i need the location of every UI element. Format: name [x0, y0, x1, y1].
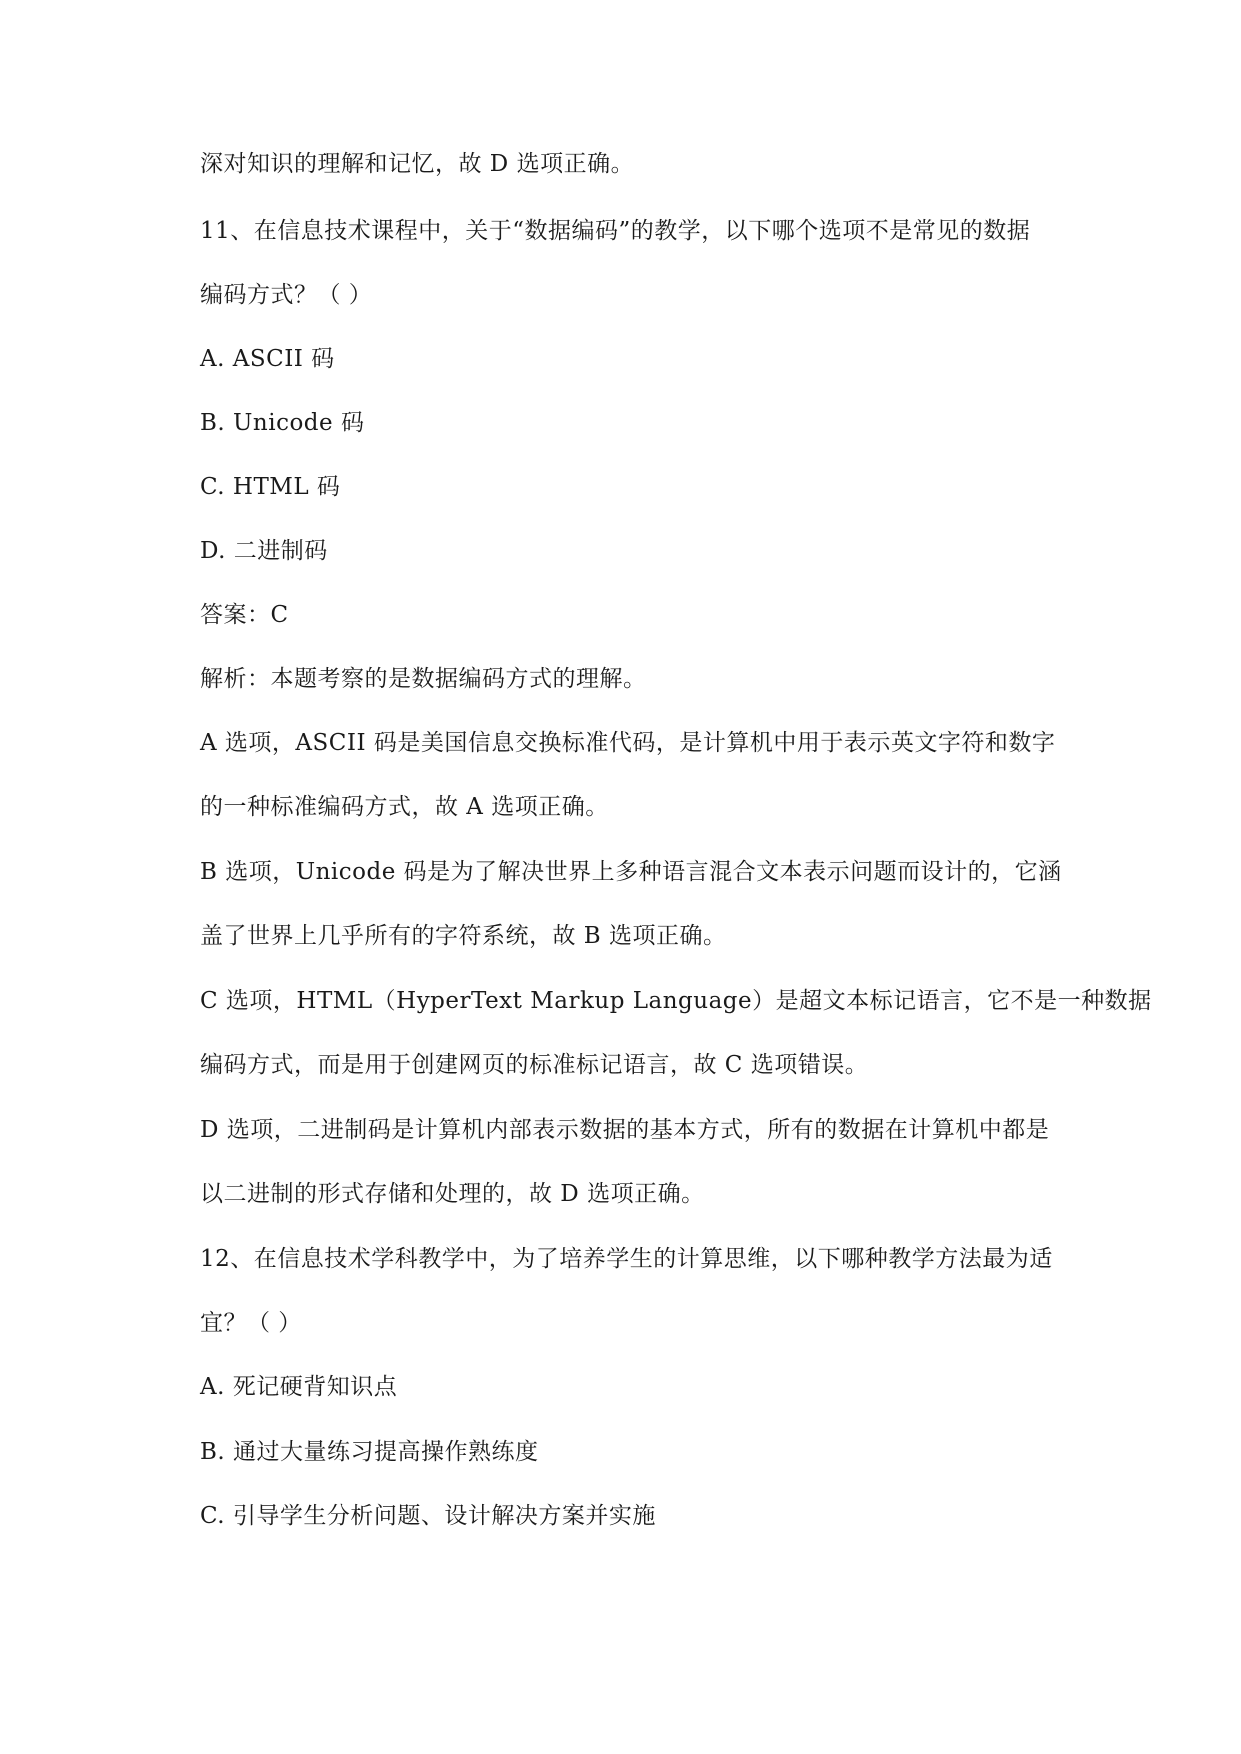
analysis-a-cont: 的一种标准编码方式，故 A 选项正确。	[200, 794, 609, 820]
option-c: C. 引导学生分析问题、设计解决方案并实施	[200, 1503, 656, 1529]
analysis-c: C 选项，HTML（HyperText Markup Language）是超文本标记语言，它不是一种数据	[200, 988, 1152, 1014]
option-c: C. HTML 码	[200, 474, 341, 500]
analysis-d: D 选项，二进制码是计算机内部表示数据的基本方式，所有的数据在计算机中都是	[200, 1117, 1050, 1143]
option-b: B. 通过大量练习提高操作熟练度	[200, 1439, 539, 1465]
question-12-stem: 12、在信息技术学科教学中，为了培养学生的计算思维，以下哪种教学方法最为适	[200, 1246, 1053, 1272]
analysis-a: A 选项，ASCII 码是美国信息交换标准代码，是计算机中用于表示英文字符和数字	[200, 730, 1056, 756]
analysis-b: B 选项，Unicode 码是为了解决世界上多种语言混合文本表示问题而设计的，它涵	[200, 859, 1062, 885]
question-11-stem-cont: 编码方式？（ ）	[200, 282, 373, 308]
option-b: B. Unicode 码	[200, 410, 365, 436]
question-11-stem: 11、在信息技术课程中，关于“数据编码”的教学，以下哪个选项不是常见的数据	[200, 218, 1031, 244]
question-12-stem-cont: 宜？（ ）	[200, 1310, 302, 1336]
analysis-heading: 解析：本题考察的是数据编码方式的理解。	[200, 666, 647, 692]
answer: 答案：C	[200, 602, 289, 628]
analysis-b-cont: 盖了世界上几乎所有的字符系统，故 B 选项正确。	[200, 923, 727, 949]
text-line: 深对知识的理解和记忆，故 D 选项正确。	[200, 151, 635, 177]
option-a: A. 死记硬背知识点	[200, 1374, 398, 1400]
analysis-d-cont: 以二进制的形式存储和处理的，故 D 选项正确。	[200, 1181, 705, 1207]
option-d: D. 二进制码	[200, 538, 328, 564]
option-a: A. ASCII 码	[200, 346, 335, 372]
analysis-c-cont: 编码方式，而是用于创建网页的标准标记语言，故 C 选项错误。	[200, 1052, 869, 1078]
